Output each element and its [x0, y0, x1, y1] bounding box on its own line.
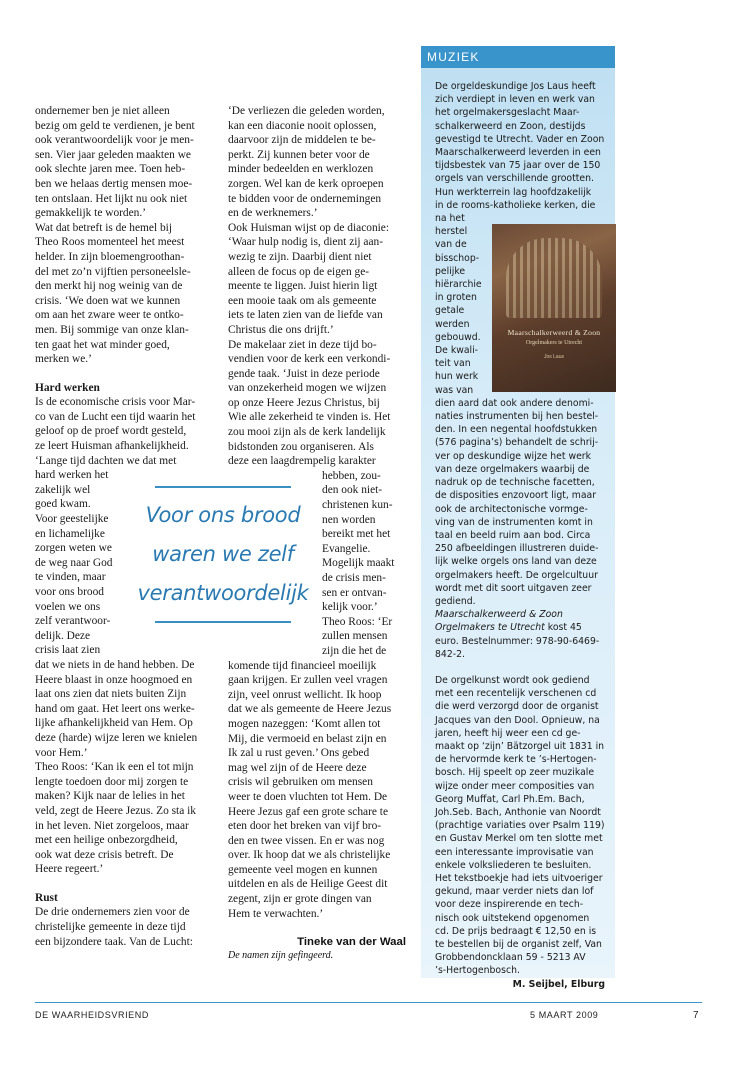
sidebar-header: MUZIEK: [421, 46, 615, 68]
sidebar-paragraph: De orgeldeskundige Jos Laus heeft zich verdiept in leven en werk van het orgelmakersgeslacht Maar- schalkerweerd en Zoon, destijds gevestigd te Utrecht. Vader en Zoon Maarschalkerweerd leverden in een tijdsbestek van 75 jaar over de 150 orgels van verschillende grootten. Hun werkterrein lag hoofdzakelijk in de rooms-katholieke kerken, die na het herstel van de bisschop- pelijke hiërarchie in groten getale werden gebouwd. De kwali- teit van hun werk was van dien aard dat ook andere denomi- naties instrumenten bij hen bestel- den. In een negental hoofdstukken (576 pagina’s) behandelt de schrij- ver op deskundige wijze het werk van deze orgelmakers waarbij de nadruk op de technische facetten, de disposities enzovoort ligt, maar ook de architectonische vormge- ving van de instrumenten komt in taal en beeld ruim aan bod. Circa 250 afbeeldingen illustreren duide- lijk welke orgels ons land van deze orgelmakers heeft. De orgelcultuur wordt met dit soort uitgaven zeer gediend. Maarschalkerweerd & Zoon Orgelmakers te Utrecht kost 45 euro. Bestelnummer: 978-90-6469-842-2.: [435, 81, 605, 660]
book-title-italic: Maarschalkerweerd & Zoon Orgelmakers te Utrecht: [435, 609, 563, 634]
organ-pipes-illustration: [506, 238, 602, 318]
sidebar-paragraph: De orgelkunst wordt ook gediend met een recentelijk verschenen cd die werd verzorgd door de organist Jacques van den Dool. Opnieuw, na jaren, heeft hij weer een cd ge- maakt op ‘zijn’ Bätzorgel uit 1831 in de hervormde kerk te ’s-Hertogen- bosch. Hij speelt op zeer muzikale wijze onder meer composities van Georg Muffat, Carl Ph.Em. Bach, Joh.Seb. Bach, Anthonie van Noordt (prachtige variaties over Psalm 119) en Gustav Merkel om ten slotte met een interessante improvisatie van enkele volksliederen te besluiten. Het tekstboekje had iets uitvoeriger gekund, maar verder niets dan lof voor deze inspirerende en tech- nisch ook uitstekend opgenomen cd. De prijs bedraagt € 12,50 en is te bestellen bij de organist zelf, Van Grobbendoncklaan 59 - 5213 AV ’s-Hertogenbosch.: [435, 674, 605, 977]
paragraph: Ook Huisman wijst op de diaconie: ‘Waar hulp nodig is, dient zij aan- wezig te zijn. Daarbij dient niet alleen de focus op de eigen ge- meente te liggen. Juist hierin ligt een mooie taak om als gemeente iets te laten zien van de liefde van Christus die ons drijft.’: [228, 221, 390, 336]
paragraph: ‘De verliezen die geleden worden, kan een diaconie nooit oplossen, daarvoor zijn de middelen te be- perkt. Zij kunnen beter voor de minder bedeelden en werklozen zorgen. Wel kan de kerk oproepen te bidden voor de ondernemingen en de werknemers.’: [228, 105, 385, 220]
pull-quote-rule-top: [155, 486, 291, 488]
paragraph: De drie ondernemers zien voor de christelijke gemeente in deze tijd een bijzondere taak. Van de Lucht:: [35, 906, 193, 948]
paragraph: De makelaar ziet in deze tijd bo- vendien voor de kerk een verkondi- gende taak. ‘Juist in deze periode van onzekerheid mogen we wijzen op onze Heere Jezus Christus, bij Wie alle zekerheid te vinden is. Het zou mooi zijn als de kerk landelijk bidstonden zou organiseren. Als deze een laagdrempelig karakter hebben, zou- den ook niet- christenen kun- nen worden bereikt met het Evangelie. Mogelijk maakt de crisis men- sen er ontvan- kelijk voor.’ Theo Roos: ‘Er zullen mensen zijn die het de komende tijd financieel moeilijk gaan krijgen. Er zullen veel vragen zijn, veel onrust wellicht. Ik hoop dat we als gemeente de Heere Jezus mogen nazeggen: ‘Komt allen tot Mij, die vermoeid en belast zijn en Ik zal u rust geven.’ Ons gebed mag wel zijn of de Heere deze crisis wil gebruiken om mensen weer te doen vluchten tot Hem. De Heere Jezus gaf een grote schare te eten door het breken van vijf bro- den en twee vissen. En er was nog over. Ik hoop dat we als christelijke gemeente veel mogen en kunnen uitdelen en als de Heilige Geest dit zegent, zijn er grote dingen van Hem te verwachten.’: [228, 338, 395, 920]
book-price: kost 45 euro. Bestelnummer: 978-90-6469-842-2.: [435, 622, 600, 660]
paragraph: Wat dat betreft is de hemel bij Theo Roos momenteel het meest helder. In zijn bloemengroothan- del met zo’n vijftien personeelsle- den merkt hij nog weinig van de crisis. ‘We doen wat we kunnen om aan het zware weer te ontko- men. Bij sommige van onze klan- ten gaat het wat minder goed, merken we.’: [35, 221, 191, 366]
book-cover-subtitle: Orgelmakers te Utrecht: [525, 340, 583, 346]
subheading-rust: Rust: [35, 891, 58, 904]
sidebar-signature: M. Seijbel, Elburg: [512, 978, 605, 990]
music-sidebar: [421, 46, 615, 990]
paragraph: Theo Roos: ‘Kan ik een el tot mijn lengte toedoen door mij zorgen te maken? Kijk naar de lelies in het veld, zegt de Heere Jezus. Zo sta ik in het leven. Niet zorgeloos, maar met een heilige onbezorgdheid, ook wat deze crisis betreft. De Heere regeert.’: [35, 761, 196, 876]
book-cover-author: Jos Laus: [543, 354, 564, 360]
book-cover-image: [492, 224, 616, 392]
pull-quote-rule-bottom: [155, 621, 291, 623]
author-note: De namen zijn gefingeerd.: [228, 950, 334, 961]
byline: [228, 936, 406, 961]
footer-rule: [35, 1002, 702, 1003]
pull-quote: [128, 486, 318, 623]
paragraph: ondernemer ben je niet alleen bezig om geld te verdienen, je bent ook verantwoordelijk voor je men- sen. Vier jaar geleden maakten we ook slechte jaren mee. Toen heb- ben we helaas dertig mensen moe- ten ontslaan. Het lijkt nu ook niet gemakkelijk te worden.’: [35, 105, 195, 220]
paragraph: Is de economische crisis voor Mar- co van de Lucht een tijd waarin het geloof op de proef wordt gesteld, ze leert Huisman afhankelijkheid. ‘Lange tijd dachten we dat met hard werken het zakelijk wel goed kwam. Voor geestelijke en lichamelijke zorgen weten we de weg naar God te vinden, maar voor ons brood voelen we ons zelf verantwoor- delijk. Deze crisis laat zien dat we niets in de hand hebben. De Heere blaast in onze hoogmoed en laat ons zien dat niets buiten Zijn hand om gaat. Het leert ons werke- lijke afhankelijkheid van Hem. Op deze (harde) wijze leren we knielen voor Hem.’: [35, 396, 198, 759]
footer-publication: DE WAARHEIDSVRIEND: [35, 1010, 149, 1020]
pull-quote-text: Voor ons brood waren we zelf verantwoordelijk: [137, 503, 309, 605]
sidebar-body: [435, 80, 605, 991]
book-cover-title: Maarschalkerweerd & Zoon: [507, 328, 601, 337]
subheading-hard-werken: Hard werken: [35, 381, 100, 394]
page-number: 7: [693, 1010, 700, 1021]
footer-date: 5 MAART 2009: [530, 1010, 599, 1020]
author-name: Tineke van der Waal: [297, 936, 406, 948]
